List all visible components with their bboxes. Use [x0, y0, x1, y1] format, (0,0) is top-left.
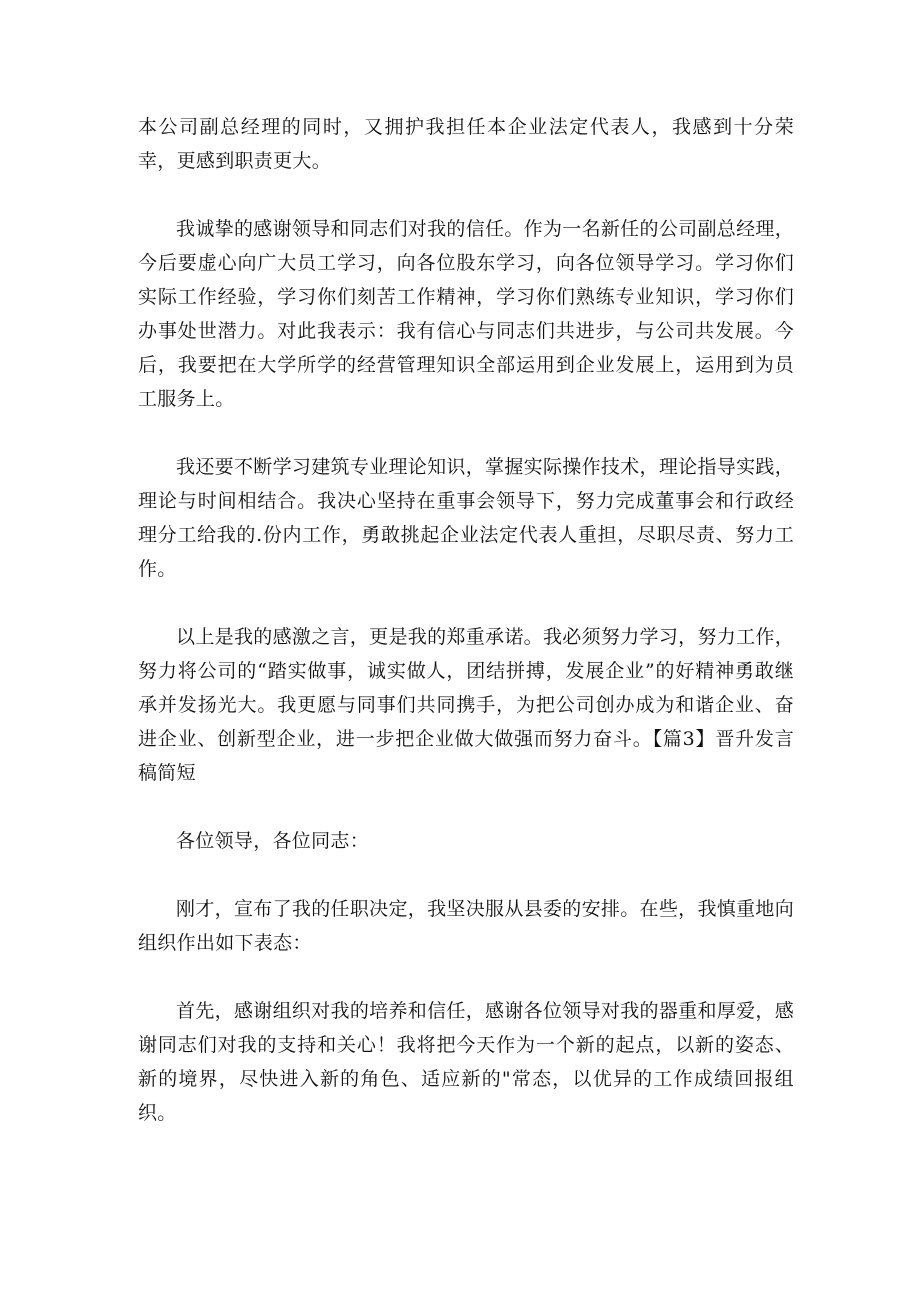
- paragraph-1: 本公司副总经理的同时，又拥护我担任本企业法定代表人，我感到十分荣幸，更感到职责更大。: [138, 116, 794, 172]
- paragraph-4: 以上是我的感激之言，更是我的郑重承诺。我必须努力学习，努力工作，努力将公司的“踏实做事，诚实做人，团结拼搏，发展企业”的好精神勇敢继承并发扬光大。我更愿与同事们共同携手，为把公司创办成为和谐企业、奋进企业、创新型企业，进一步把企业做大做强而努力奋斗。【篇3】晋升发言稿简短: [138, 626, 794, 784]
- paragraph-2: 我诚挚的感谢领导和同志们对我的信任。作为一名新任的公司副总经理，今后要虚心向广大员工学习，向各位股东学习，向各位领导学习。学习你们实际工作经验，学习你们刻苦工作精神，学习你们熟练专业知识，学习你们办事处世潜力。对此我表示：我有信心与同志们共进步，与公司共发展。今后，我要把在大学所学的经营管理知识全部运用到企业发展上，运用到为员工服务上。: [138, 218, 794, 410]
- paragraph-salutation: 各位领导，各位同志：: [176, 830, 370, 852]
- paragraph-7: 首先，感谢组织对我的培养和信任，感谢各位领导对我的器重和厚爱，感谢同志们对我的支持和关心！我将把今天作为一个新的起点，以新的姿态、新的境界，尽快进入新的角色、适应新的"常态，以优异的工作成绩回报组织。: [138, 1000, 794, 1124]
- paragraph-6: 刚才，宣布了我的任职决定，我坚决服从县委的安排。在些，我慎重地向组织作出如下表态：: [138, 898, 794, 954]
- document-body: [138, 110, 794, 1130]
- paragraph-3: 我还要不断学习建筑专业理论知识，掌握实际操作技术，理论指导实践，理论与时间相结合。我决心坚持在重事会领导下，努力完成董事会和行政经理分工给我的.份内工作，勇敢挑起企业法定代表人重担，尽职尽责、努力工作。: [138, 456, 794, 580]
